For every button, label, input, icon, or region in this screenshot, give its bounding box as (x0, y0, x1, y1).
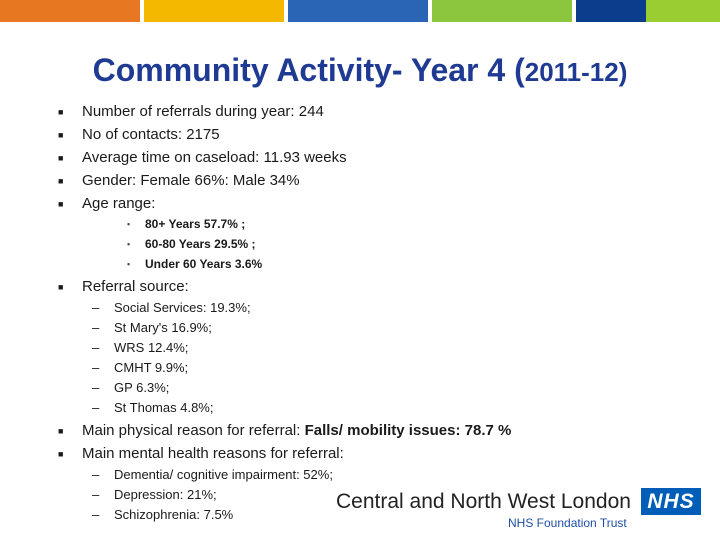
square-bullet-icon: ■ (58, 130, 64, 140)
trust-name: Central and North West London (336, 490, 631, 513)
nhs-logo: NHS (641, 488, 701, 515)
square-bullet-icon: ■ (58, 107, 64, 117)
color-bar-blue (288, 0, 428, 22)
square-bullet-icon: ■ (58, 176, 64, 186)
dash-bullet-icon: – (92, 467, 100, 482)
dash-bullet-icon: – (92, 320, 100, 335)
dash-bullet-icon: – (92, 507, 100, 522)
top-color-bar (0, 0, 720, 22)
trust-subtitle: NHS Foundation Trust (508, 516, 627, 530)
dot-bullet-icon: • (127, 239, 131, 249)
square-bullet-icon: ■ (58, 199, 64, 209)
color-bar-orange (0, 0, 140, 22)
dot-bullet-icon: • (127, 219, 131, 229)
square-bullet-icon: ■ (58, 153, 64, 163)
physical-reason-value: Falls/ mobility issues: 78.7 % (304, 422, 512, 439)
dash-bullet-icon: – (92, 360, 100, 375)
dash-bullet-icon: – (92, 340, 100, 355)
dash-bullet-icon: – (92, 300, 100, 315)
dash-bullet-icon: – (92, 487, 100, 502)
color-bar-navy (576, 0, 646, 22)
dash-bullet-icon: – (92, 400, 100, 415)
color-bar-lime (646, 0, 720, 22)
color-bar-yellow (144, 0, 284, 22)
square-bullet-icon: ■ (58, 426, 64, 436)
title-year: 2011-12) (524, 57, 628, 87)
square-bullet-icon: ■ (58, 282, 64, 292)
dash-bullet-icon: – (92, 380, 100, 395)
dot-bullet-icon: • (127, 259, 131, 269)
title-main: Community Activity- Year 4 ( (92, 52, 525, 88)
color-bar-green (432, 0, 572, 22)
square-bullet-icon: ■ (58, 449, 64, 459)
physical-reason-label: Main physical reason for referral: (82, 422, 305, 439)
slide-title (0, 52, 720, 89)
